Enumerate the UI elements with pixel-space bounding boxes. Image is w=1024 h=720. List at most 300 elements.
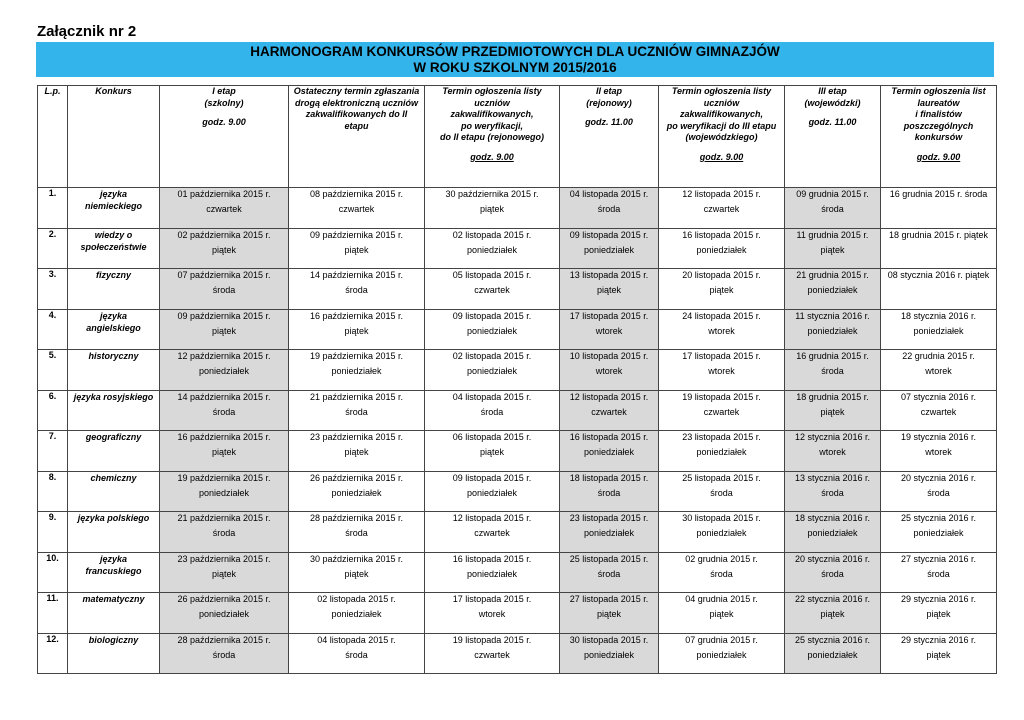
title-line-1: HARMONOGRAM KONKURSÓW PRZEDMIOTOWYCH DLA UCZNIÓW GIMNAZJÓW <box>250 44 780 59</box>
header-line: (wojewódzkiego) <box>685 132 758 142</box>
table-row <box>38 593 997 634</box>
competition-name-line: francuskiego <box>85 565 142 576</box>
weekday-text: czwartek <box>703 406 740 417</box>
date-text: 09 października 2015 r. <box>309 229 404 240</box>
row-number: 11. <box>38 593 68 634</box>
date-cell <box>425 633 560 674</box>
date-cell <box>560 309 659 350</box>
competition-name-line: biologiczny <box>88 634 139 645</box>
weekday-text: poniedziałek <box>466 244 518 255</box>
date-text: 30 listopada 2015 r. <box>682 513 761 523</box>
weekday-text: piątek <box>479 204 505 214</box>
weekday-text: piątek <box>211 244 237 255</box>
weekday-text: poniedziałek <box>807 325 858 336</box>
header-line: (wojewódzki) <box>804 97 861 108</box>
date-cell <box>425 269 560 310</box>
date-cell <box>659 309 785 350</box>
date-cell <box>160 471 289 512</box>
header-line: i finalistów <box>915 109 962 119</box>
weekday-text: środa <box>212 528 236 538</box>
date-cell <box>659 188 785 229</box>
competition-name-line: angielskiego <box>86 322 141 333</box>
date-text: 02 listopada 2015 r. <box>452 229 532 240</box>
date-cell <box>785 390 881 431</box>
weekday-text: środa <box>821 204 844 214</box>
date-cell <box>289 471 425 512</box>
header-line: Ostateczny termin zgłaszania <box>293 86 420 96</box>
date-cell <box>160 431 289 472</box>
date-text: 13 stycznia 2016 r. <box>794 472 871 483</box>
weekday-text: poniedziałek <box>696 244 747 255</box>
date-cell <box>659 431 785 472</box>
date-cell <box>160 390 289 431</box>
weekday-text: środa <box>821 487 844 498</box>
row-number: 3. <box>38 269 68 310</box>
date-cell <box>659 512 785 553</box>
competition-name-line: chemiczny <box>90 472 137 483</box>
date-text: 17 listopada 2015 r. <box>569 310 649 321</box>
date-text: 26 października 2015 r. <box>177 594 271 604</box>
header-line: Termin ogłoszenia listy <box>442 86 542 96</box>
date-text: 06 listopada 2015 r. <box>452 432 532 442</box>
competition-name <box>68 350 160 391</box>
date-cell <box>785 633 881 674</box>
date-cell <box>425 552 560 593</box>
date-text: 25 stycznia 2016 r. <box>794 634 871 645</box>
date-cell <box>881 431 997 472</box>
table-row <box>38 188 997 229</box>
schedule-table <box>37 85 997 674</box>
weekday-text: poniedziałek <box>913 528 964 538</box>
header-line: Termin ogłoszenia list <box>891 86 986 96</box>
row-number: 4. <box>38 309 68 350</box>
weekday-text: poniedziałek <box>583 528 635 538</box>
date-cell <box>881 390 997 431</box>
date-text: 19 października 2015 r. <box>309 351 404 361</box>
weekday-text: piątek <box>926 649 951 660</box>
date-text: 23 października 2015 r. <box>177 553 271 564</box>
date-text: 02 listopada 2015 r. <box>452 351 532 361</box>
weekday-text: poniedziałek <box>696 528 747 538</box>
date-text: 25 listopada 2015 r. <box>569 553 649 564</box>
row-number: 8. <box>38 471 68 512</box>
date-text: 12 listopada 2015 r. <box>682 189 761 199</box>
date-cell <box>881 512 997 553</box>
date-text: 24 listopada 2015 r. <box>682 310 761 321</box>
weekday-text: czwartek <box>474 649 510 660</box>
date-cell <box>659 593 785 634</box>
header-row <box>38 86 997 188</box>
weekday-text: poniedziałek <box>466 366 518 376</box>
date-text: 04 listopada 2015 r. <box>317 634 396 645</box>
date-text: 18 stycznia 2016 r. <box>794 513 871 523</box>
weekday-text: piątek <box>709 285 734 295</box>
date-cell <box>425 431 560 472</box>
date-cell <box>560 228 659 269</box>
header-list-etap3 <box>659 86 785 188</box>
date-text: 18 grudnia 2015 r. <box>796 391 869 402</box>
weekday-text: poniedziałek <box>696 649 747 660</box>
competition-name-line: języka polskiego <box>77 513 150 523</box>
header-etap3 <box>785 86 881 188</box>
date-text: 07 października 2015 r. <box>177 270 271 280</box>
date-text: 18 listopada 2015 r. <box>569 472 649 483</box>
date-cell <box>659 390 785 431</box>
date-text: 12 listopada 2015 r. <box>569 391 649 402</box>
header-line: zakwalifikowanych, <box>679 109 764 119</box>
date-text: 23 listopada 2015 r. <box>569 513 649 523</box>
weekday-text: czwartek <box>474 528 510 538</box>
date-cell <box>289 350 425 391</box>
date-cell <box>659 228 785 269</box>
date-cell <box>881 269 997 310</box>
date-cell <box>785 552 881 593</box>
date-cell <box>289 633 425 674</box>
table-row <box>38 309 997 350</box>
weekday-text: poniedziałek <box>198 609 250 619</box>
date-cell <box>289 188 425 229</box>
header-time: godz. 11.00 <box>585 117 633 127</box>
date-cell <box>881 471 997 512</box>
competition-name-line: języka <box>99 189 128 199</box>
date-text: 14 października 2015 r. <box>309 270 404 280</box>
date-cell <box>881 228 997 269</box>
date-cell <box>881 552 997 593</box>
weekday-text: środa <box>480 406 504 417</box>
date-cell <box>160 633 289 674</box>
header-line: zakwalifikowanych do II <box>305 109 408 119</box>
date-cell <box>659 552 785 593</box>
weekday-text: piątek <box>820 244 845 255</box>
weekday-text: wtorek <box>925 366 952 376</box>
date-text: 16 listopada 2015 r. <box>569 432 649 442</box>
date-text: 20 listopada 2015 r. <box>682 270 761 280</box>
weekday-text: czwartek <box>920 406 957 417</box>
date-text: 02 października 2015 r. <box>177 229 271 240</box>
date-cell <box>289 512 425 553</box>
date-text: 09 grudnia 2015 r. <box>796 189 869 199</box>
date-cell <box>160 552 289 593</box>
date-cell <box>289 390 425 431</box>
competition-name-line: wiedzy o <box>94 229 133 240</box>
weekday-text: środa <box>710 487 733 498</box>
weekday-text: wtorek <box>478 609 506 619</box>
date-text: 13 listopada 2015 r. <box>569 270 649 280</box>
date-text: 25 stycznia 2016 r. <box>900 513 977 523</box>
weekday-text: czwartek <box>474 285 510 295</box>
date-cell <box>560 350 659 391</box>
row-number: 2. <box>38 228 68 269</box>
date-cell <box>659 471 785 512</box>
header-line: I etap <box>212 86 236 96</box>
date-text: 04 grudnia 2015 r. <box>685 594 758 604</box>
date-text: 29 stycznia 2016 r. <box>900 634 977 645</box>
date-cell <box>881 633 997 674</box>
weekday-text: poniedziałek <box>331 366 382 376</box>
date-text: 30 października 2015 r. <box>445 189 539 199</box>
weekday-text: czwartek <box>703 204 740 214</box>
row-number: 9. <box>38 512 68 553</box>
competition-name <box>68 471 160 512</box>
date-cell <box>560 512 659 553</box>
weekday-text: piątek <box>211 568 237 579</box>
date-text: 26 października 2015 r. <box>309 472 404 483</box>
date-text: 16 października 2015 r. <box>309 310 404 321</box>
date-cell <box>785 228 881 269</box>
weekday-text: poniedziałek <box>331 487 382 498</box>
date-text: 22 grudnia 2015 r. <box>902 351 975 361</box>
weekday-text: wtorek <box>925 447 952 457</box>
date-cell <box>289 269 425 310</box>
weekday-text: poniedziałek <box>807 528 858 538</box>
weekday-text: środa <box>821 366 844 376</box>
date-text: 27 stycznia 2016 r. <box>900 553 977 564</box>
date-cell <box>425 390 560 431</box>
competition-name <box>68 188 160 229</box>
weekday-text: piątek <box>926 609 951 619</box>
table-row <box>38 350 997 391</box>
date-text: 11 grudnia 2015 r. <box>796 229 869 240</box>
weekday-text: poniedziałek <box>198 366 250 376</box>
weekday-text: środa <box>345 528 368 538</box>
weekday-text: środa <box>212 285 236 295</box>
weekday-text: poniedziałek <box>583 447 635 457</box>
date-cell <box>160 228 289 269</box>
weekday-text: poniedziałek <box>807 649 858 660</box>
row-number: 6. <box>38 390 68 431</box>
date-cell <box>560 188 659 229</box>
date-text: 25 listopada 2015 r. <box>682 472 761 483</box>
date-cell <box>425 350 560 391</box>
date-text: 02 grudnia 2015 r. <box>685 553 758 564</box>
date-text: 29 stycznia 2016 r. <box>900 594 977 604</box>
weekday-text: wtorek <box>708 366 735 376</box>
weekday-text: środa <box>821 568 844 579</box>
table-row <box>38 269 997 310</box>
date-cell <box>881 188 997 229</box>
date-text: 30 listopada 2015 r. <box>569 634 649 645</box>
weekday-text: środa <box>597 204 621 214</box>
header-line: uczniów <box>474 97 510 108</box>
header-line: poszczególnych <box>903 120 974 131</box>
date-cell <box>289 309 425 350</box>
weekday-text: piątek <box>820 609 845 619</box>
date-cell <box>659 350 785 391</box>
date-text: 08 stycznia 2016 r. piątek <box>887 270 990 280</box>
date-text: 28 października 2015 r. <box>309 513 404 523</box>
competition-name <box>68 431 160 472</box>
date-cell <box>560 471 659 512</box>
header-line: II etap <box>595 86 622 96</box>
header-line: (rejonowy) <box>586 97 632 108</box>
header-registration <box>289 86 425 188</box>
date-text: 14 października 2015 r. <box>177 391 271 402</box>
weekday-text: czwartek <box>591 406 627 417</box>
weekday-text: środa <box>927 487 950 498</box>
date-cell <box>785 431 881 472</box>
weekday-text: środa <box>597 487 621 498</box>
header-line: uczniów <box>703 97 740 108</box>
date-cell <box>560 552 659 593</box>
competition-name-line: języka <box>99 553 128 564</box>
date-cell <box>425 512 560 553</box>
weekday-text: poniedziałek <box>198 487 250 498</box>
competition-name-line: języka <box>99 310 128 321</box>
weekday-text: piątek <box>344 325 369 336</box>
table-row <box>38 633 997 674</box>
date-text: 08 października 2015 r. <box>309 189 404 199</box>
date-cell <box>289 593 425 634</box>
table-row <box>38 228 997 269</box>
date-text: 12 listopada 2015 r. <box>452 513 532 523</box>
weekday-text: poniedziałek <box>466 568 518 579</box>
date-text: 11 stycznia 2016 r. <box>795 310 870 321</box>
header-list-etap2 <box>425 86 560 188</box>
date-cell <box>785 471 881 512</box>
date-text: 21 grudnia 2015 r. <box>796 270 869 280</box>
competition-name-line: historyczny <box>88 351 139 361</box>
date-cell <box>160 512 289 553</box>
header-lp: L.p. <box>38 86 68 188</box>
date-text: 12 stycznia 2016 r. <box>794 432 871 442</box>
weekday-text: środa <box>345 406 368 417</box>
competition-name <box>68 633 160 674</box>
date-text: 21 października 2015 r. <box>177 513 271 523</box>
date-text: 16 grudnia 2015 r. środa <box>889 189 988 199</box>
date-cell <box>560 593 659 634</box>
date-text: 23 listopada 2015 r. <box>682 432 761 442</box>
row-number: 5. <box>38 350 68 391</box>
weekday-text: czwartek <box>338 204 375 214</box>
competition-name-line: matematyczny <box>82 594 145 604</box>
weekday-text: środa <box>597 568 621 579</box>
weekday-text: poniedziałek <box>913 325 964 336</box>
header-konkurs: Konkurs <box>68 86 160 188</box>
header-etap1 <box>160 86 289 188</box>
weekday-text: poniedziałek <box>466 487 518 498</box>
weekday-text: piątek <box>709 609 734 619</box>
date-text: 09 października 2015 r. <box>177 310 271 321</box>
date-cell <box>160 269 289 310</box>
date-cell <box>785 188 881 229</box>
title-line-2: W ROKU SZKOLNYM 2015/2016 <box>413 60 617 75</box>
date-cell <box>785 512 881 553</box>
date-cell <box>425 471 560 512</box>
date-cell <box>659 633 785 674</box>
date-cell <box>881 593 997 634</box>
header-line: Termin ogłoszenia listy <box>671 86 772 96</box>
header-time: godz. 9.00 <box>470 151 514 162</box>
date-text: 19 października 2015 r. <box>177 472 271 483</box>
date-text: 16 grudnia 2015 r. <box>796 351 869 361</box>
date-cell <box>881 350 997 391</box>
weekday-text: piątek <box>211 325 237 336</box>
weekday-text: środa <box>212 406 236 417</box>
date-cell <box>425 228 560 269</box>
weekday-text: wtorek <box>595 366 623 376</box>
date-cell <box>160 309 289 350</box>
date-text: 27 listopada 2015 r. <box>569 594 649 604</box>
competition-name <box>68 593 160 634</box>
table-row <box>38 512 997 553</box>
date-cell <box>425 593 560 634</box>
weekday-text: piątek <box>344 244 369 255</box>
competition-name <box>68 269 160 310</box>
header-time: godz. 9.00 <box>916 151 961 162</box>
date-cell <box>881 309 997 350</box>
attachment-label: Załącznik nr 2 <box>37 23 137 40</box>
date-cell <box>160 188 289 229</box>
competition-name <box>68 512 160 553</box>
date-text: 12 października 2015 r. <box>177 351 271 361</box>
date-cell <box>560 269 659 310</box>
competition-name-line: geograficzny <box>85 432 142 442</box>
date-cell <box>289 431 425 472</box>
table-row <box>38 471 997 512</box>
weekday-text: poniedziałek <box>466 325 518 336</box>
weekday-text: piątek <box>596 285 622 295</box>
weekday-text: piątek <box>479 447 505 457</box>
weekday-text: piątek <box>211 447 237 457</box>
date-text: 07 stycznia 2016 r. <box>900 391 977 402</box>
date-text: 07 grudnia 2015 r. <box>685 634 758 645</box>
date-text: 19 listopada 2015 r. <box>682 391 761 402</box>
competition-name-line: niemieckiego <box>84 201 143 211</box>
date-cell <box>160 593 289 634</box>
date-text: 04 listopada 2015 r. <box>569 189 649 199</box>
date-text: 17 listopada 2015 r. <box>452 594 532 604</box>
weekday-text: czwartek <box>206 204 242 214</box>
weekday-text: poniedziałek <box>583 649 635 660</box>
date-cell <box>785 269 881 310</box>
competition-name <box>68 228 160 269</box>
date-text: 09 listopada 2015 r. <box>452 310 532 321</box>
date-text: 10 listopada 2015 r. <box>569 351 649 361</box>
competition-name <box>68 309 160 350</box>
date-text: 16 listopada 2015 r. <box>682 229 761 240</box>
date-cell <box>425 309 560 350</box>
date-cell <box>160 350 289 391</box>
date-text: 19 stycznia 2016 r. <box>900 432 977 442</box>
header-line: konkursów <box>914 132 963 142</box>
table-row <box>38 431 997 472</box>
header-line: etapu <box>344 120 369 131</box>
header-etap2 <box>560 86 659 188</box>
date-text: 21 października 2015 r. <box>309 391 404 402</box>
weekday-text: środa <box>345 285 368 295</box>
header-time: godz. 9.00 <box>202 117 246 127</box>
competition-name-line: języka rosyjskiego <box>73 391 154 402</box>
date-cell <box>659 269 785 310</box>
date-cell <box>560 390 659 431</box>
date-text: 04 listopada 2015 r. <box>452 391 532 402</box>
header-time: godz. 9.00 <box>699 151 744 162</box>
weekday-text: piątek <box>344 568 369 579</box>
header-line: laureatów <box>917 97 960 108</box>
weekday-text: piątek <box>344 447 369 457</box>
date-text: 02 listopada 2015 r. <box>317 594 396 604</box>
header-line: zakwalifikowanych, <box>450 109 534 119</box>
weekday-text: wtorek <box>595 325 623 336</box>
date-cell <box>289 228 425 269</box>
date-text: 30 października 2015 r. <box>309 553 404 564</box>
row-number: 10. <box>38 552 68 593</box>
date-cell <box>785 309 881 350</box>
header-line: drogą elektroniczną uczniów <box>294 97 419 108</box>
date-text: 17 listopada 2015 r. <box>682 351 761 361</box>
header-line: po weryfikacji, <box>460 120 524 131</box>
date-text: 18 grudnia 2015 r. piątek <box>888 229 989 240</box>
